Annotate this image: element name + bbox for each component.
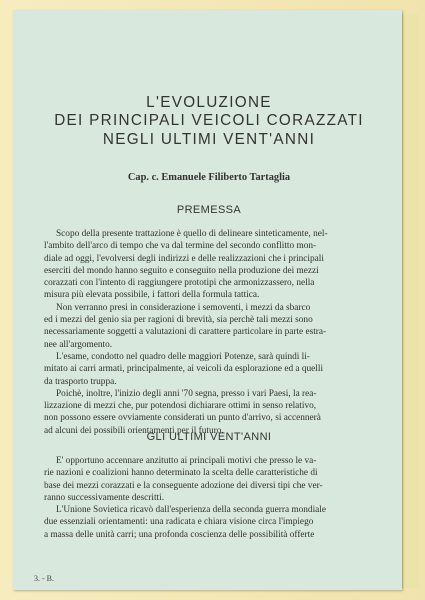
text-line: a massa delle unità carri; una profonda coscienza delle possibilità offerte bbox=[44, 529, 315, 540]
text-line: non possono essere ovviamente considerati un punto d'arrivo, si accennerà bbox=[44, 413, 321, 424]
text-line: ed i mezzi del genio sia per ragioni di brevità, sia perchè tali mezzi sono bbox=[44, 315, 313, 326]
text-line: lizzazione di mezzi che, pur potendosi dichiarare ottimi in senso relativo, bbox=[44, 401, 317, 412]
title-line-1: L'EVOLUZIONE bbox=[146, 94, 272, 111]
text-line: L'esame, condotto nel quadro delle maggiori Potenze, sarà quindi li- bbox=[56, 351, 310, 362]
text-line: misura più elevata possibile, i fattori della formula tattica. bbox=[44, 290, 260, 301]
section-heading-premessa: PREMESSA bbox=[176, 204, 242, 216]
text-line: rie nazioni e coalizioni hanno determinato la scelta delle caratteristiche di bbox=[44, 468, 318, 479]
text-line: l'ambito dell'arco di tempo che va dal termine del secondo conflitto mon- bbox=[44, 241, 317, 252]
text-line: corazzati con l'intento di raggiungere prototipi che armonizzassero, nella bbox=[44, 278, 315, 289]
page-edge bbox=[402, 14, 419, 588]
text-line: Non verranno presi in considerazione i semoventi, i mezzi da sbarco bbox=[56, 302, 311, 313]
text-line: E' opportuno accennare anzitutto ai principali motivi che presso le va- bbox=[56, 456, 317, 466]
section-heading-gli-ultimi-ventanni: GLI ULTIMI VENT'ANNI bbox=[146, 431, 272, 443]
section-1-body bbox=[44, 228, 376, 437]
text-line: eserciti del mondo hanno seguito e conseguito nella produzione dei mezzi bbox=[44, 265, 319, 276]
text-line: Poichè, inoltre, l'inizio degli anni '70 segna, presso i vari Paesi, la rea- bbox=[56, 388, 317, 399]
text-line: base dei mezzi corazzati e la conseguente adozione dei diversi tipi che ver- bbox=[44, 480, 323, 491]
text-line: diale ad oggi, l'evolversi degli indirizzi e delle realizzazioni che i principali bbox=[44, 253, 324, 264]
text-line: L'Unione Sovietica ricavò dall'esperienza della seconda guerra mondiale bbox=[56, 505, 327, 516]
author-line: Cap. c. Emanuele Filiberto Tartaglia bbox=[127, 172, 291, 183]
text-line: Scopo della presente trattazione è quello di delineare sinteticamente, nel- bbox=[56, 229, 328, 239]
text-line: ad alcuni dei possibili orientamenti per il futuro. bbox=[44, 425, 224, 436]
title-line-3: NEGLI ULTIMI VENT'ANNI bbox=[102, 131, 316, 148]
section-2-body bbox=[44, 455, 376, 541]
text-line: mitato ai carri armati, principalmente, ai veicoli da esplorazione ed a quelli bbox=[44, 364, 324, 375]
page-footer-signature: 3. - B. bbox=[34, 574, 54, 583]
text-line: necessariamente soggetti a valutazioni di carattere particolare in parte estra- bbox=[44, 327, 327, 338]
title-line-2: DEI PRINCIPALI VEICOLI CORAZZATI bbox=[54, 112, 364, 129]
text-line: due essenziali orientamenti: una radicata e chiara visione circa l'impiego bbox=[44, 517, 314, 528]
text-line: da trasporto truppa. bbox=[44, 376, 117, 387]
text-line: ranno successivamente descritti. bbox=[44, 492, 165, 503]
text-line: nee all'argomento. bbox=[44, 339, 113, 350]
